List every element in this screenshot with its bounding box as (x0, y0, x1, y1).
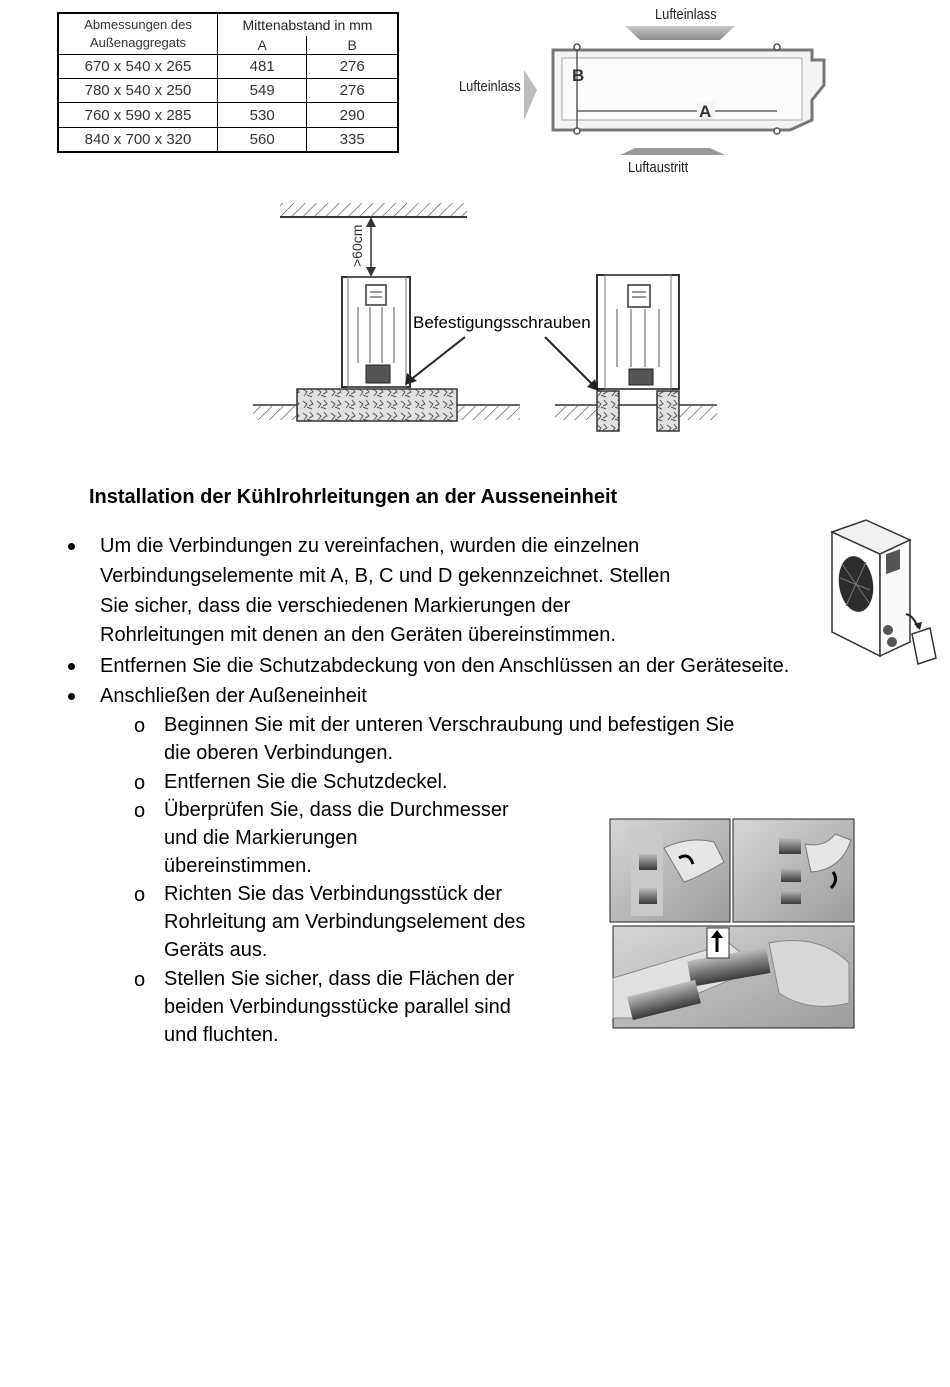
dimension-table (57, 12, 399, 153)
bullet-marker (68, 663, 75, 670)
outdoor-unit-left (342, 277, 410, 387)
inlet-top-label: Lufteinlass (655, 6, 717, 23)
sub-3-line-2: und die Markierungen (164, 827, 358, 849)
sub-marker: o (134, 884, 146, 906)
photo-panel-2 (733, 819, 854, 922)
sub-4-line-3: Geräts aus. (164, 939, 268, 961)
inlet-side-arrow (524, 70, 537, 120)
table-cell-a: 560 (218, 127, 307, 152)
table-row (58, 79, 398, 103)
sub-marker: o (134, 772, 146, 794)
photo-panel-3 (613, 926, 854, 1028)
table-row (58, 55, 398, 79)
outdoor-unit-illustration (826, 518, 942, 674)
table-header-a: A (218, 36, 307, 55)
photo-panel-1 (610, 819, 730, 922)
sub-3-line-3: übereinstimmen. (164, 855, 312, 877)
inlet-top-arrow (625, 26, 735, 40)
table-cell-a: 549 (218, 79, 307, 103)
bullet-3-line-1: Anschließen der Außeneinheit (100, 685, 367, 707)
table-cell-a: 481 (218, 55, 307, 79)
inlet-side-label: Lufteinlass (459, 78, 521, 95)
table-cell-b: 276 (307, 79, 398, 103)
sub-4-line-1: Richten Sie das Verbindungsstück der (164, 883, 502, 905)
table-header-size: Abmessungen des Außenaggregats (58, 13, 218, 55)
outdoor-unit-right (597, 275, 679, 389)
table-header-b: B (307, 36, 398, 55)
screws-label: Befestigungsschrauben (413, 313, 591, 332)
table-cell-b: 276 (307, 55, 398, 79)
outlet-label: Luftaustritt (628, 159, 689, 176)
dimension-b-label: B (572, 66, 585, 85)
bullet-1-line-4: Rohrleitungen mit denen an den Geräten übereinstimmen. (100, 624, 616, 646)
table-cell-size: 840 x 700 x 320 (58, 127, 218, 152)
bullet-1-line-3: Sie sicher, dass die verschiedenen Markierungen der (100, 595, 571, 617)
connection-photos (609, 818, 855, 1029)
table-cell-b: 290 (307, 103, 398, 127)
table-row (58, 103, 398, 127)
sub-5-line-1: Stellen Sie sicher, dass die Flächen der (164, 968, 515, 990)
sub-5-line-3: und fluchten. (164, 1024, 279, 1046)
sub-1-line-2: die oberen Verbindungen. (164, 742, 394, 764)
table-cell-size: 760 x 590 x 285 (58, 103, 218, 127)
table-header-distance: Mittenabstand in mm (218, 13, 399, 36)
section-title: Installation der Kühlrohrleitungen an der Ausseneinheit (89, 486, 618, 508)
table-row (58, 127, 398, 152)
bullet-1-line-1: Um die Verbindungen zu vereinfachen, wurden die einzelnen (100, 535, 640, 557)
clearance-label: >60cm (349, 224, 365, 267)
sub-marker: o (134, 800, 146, 822)
sub-3-line-1: Überprüfen Sie, dass die Durchmesser (164, 799, 509, 821)
sub-2-line-1: Entfernen Sie die Schutzdeckel. (164, 771, 448, 793)
bullet-1-line-2: Verbindungselemente mit A, B, C und D gekennzeichnet. Stellen (100, 565, 671, 587)
bullet-2-line-1: Entfernen Sie die Schutzabdeckung von den Anschlüssen an der Geräteseite. (100, 655, 790, 677)
bullet-marker (68, 543, 75, 550)
sub-4-line-2: Rohrleitung am Verbindungselement des (164, 911, 526, 933)
table-cell-a: 530 (218, 103, 307, 127)
outlet-arrow (620, 148, 725, 155)
table-cell-size: 780 x 540 x 250 (58, 79, 218, 103)
sub-5-line-2: beiden Verbindungsstücke parallel sind (164, 996, 511, 1018)
bullet-marker (68, 693, 75, 700)
sub-marker: o (134, 715, 146, 737)
sub-marker: o (134, 969, 146, 991)
sub-1-line-1: Beginnen Sie mit der unteren Verschraubung und befestigen Sie (164, 714, 735, 736)
table-cell-b: 335 (307, 127, 398, 152)
dimension-a-label: A (699, 102, 712, 121)
table-cell-size: 670 x 540 x 265 (58, 55, 218, 79)
